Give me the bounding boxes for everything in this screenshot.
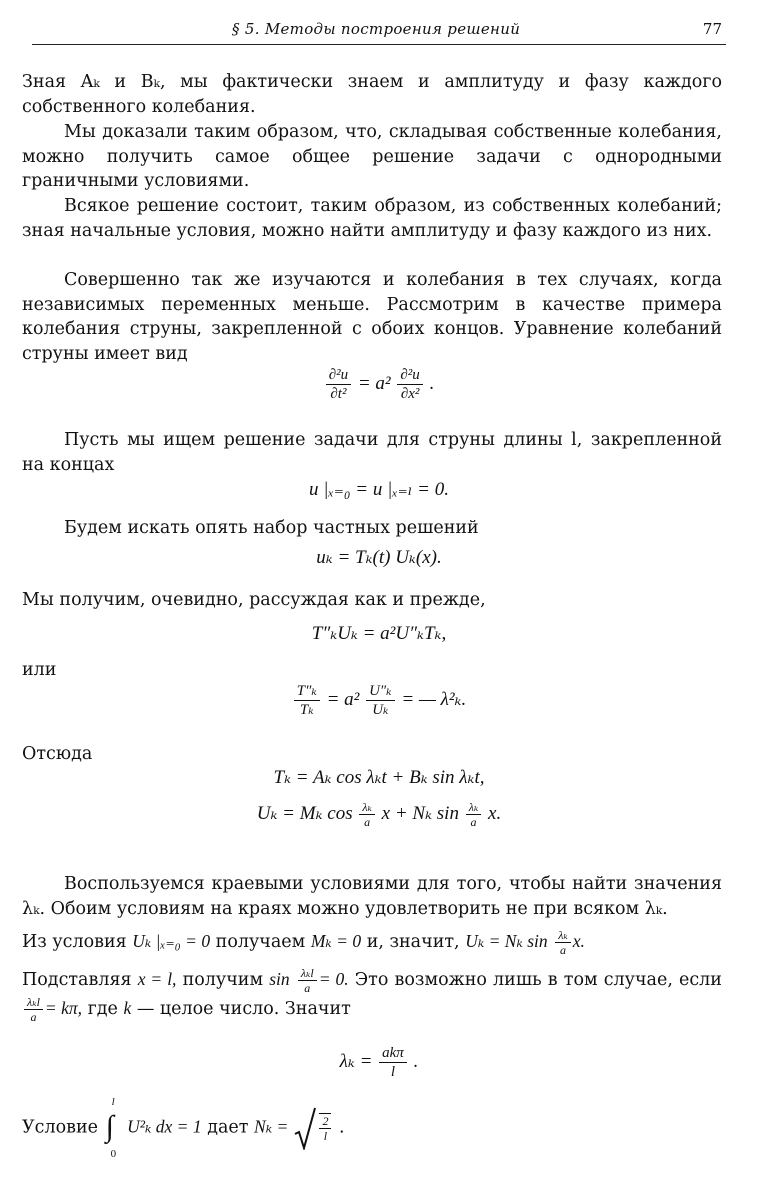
sqrt-symbol: $\frac{2}{l}$ [294, 1106, 334, 1150]
paragraph-8: или [22, 660, 57, 680]
running-header [32, 18, 724, 40]
paragraph-6: Будем искать опять набор частных решений [64, 518, 479, 538]
section-title: § 5. Методы построения решений [232, 20, 521, 38]
paragraph-3: Всякое решение состоит, таким образом, из собственных колебаний; зная начальные условия, можно найти амплитуду и фазу каждого из них. [22, 196, 722, 241]
equation-space: Uₖ = Mₖ cos $\frac{\text{λₖ}}{a}$ x + Nₖ sin $\frac{\text{λₖ}}{a}$ x. [256, 800, 502, 829]
paragraph-2: Мы доказали таким образом, что, складывая собственные колебания, можно получить самое общее решение задачи с однородными граничными условиями. [22, 122, 722, 191]
paragraph-10b-line2: Подставляя x = l, получим sin $\frac{\text{λₖl}}{a}$ = 0. Это возможно лишь в том случае, если $\frac{\text{λₖl}}{a}$ = kπ, где k — целое число. Значит [22, 966, 722, 1024]
header-rule [32, 44, 726, 45]
paragraph-10a: Воспользуемся краевыми условиями для того, чтобы найти значения λₖ. Обоим условиям на краях можно удовлетворить не при всяком λₖ. [22, 874, 722, 919]
paragraph-5: Пусть мы ищем решение задачи для струны длины l, закрепленной на концах [22, 430, 722, 475]
paragraph-10b-line1: Из условия Uₖ |ₓ₌₀ = 0 получаем Mₖ = 0 и, значит, Uₖ = Nₖ sin $\frac{\text{λₖ}}{a}$ x. [22, 928, 585, 957]
page-number: 77 [702, 20, 722, 38]
equation-eigenvalue: λₖ = $\frac{\text{akπ}}{l}$ . [339, 1045, 419, 1080]
paragraph-1: Зная Aₖ и Bₖ, мы фактически знаем и амплитуду и фазу каждого собственного колебания. [22, 72, 722, 117]
equation-wave: $\frac{\text{∂²u}}{\text{∂t²}}$ = a² $\frac{\text{∂²u}}{\text{∂x²}}$ . [0, 366, 758, 403]
paragraph-11: Условие l ∫ 0 U²ₖ dx = 1 дает Nₖ = $\frac{2}{l}$ . [22, 1096, 345, 1160]
equation-boundary: u |ₓ₌₀ = u |ₓ₌ₗ = 0. [309, 479, 449, 500]
paragraph-7: Мы получим, очевидно, рассуждая как и прежде, [22, 590, 486, 610]
equation-time: Tₖ = Aₖ cos λₖt + Bₖ sin λₖt, [273, 767, 485, 788]
equation-ratio: $\frac{\text{T″ₖ}}{\text{Tₖ}}$ = a² $\frac{\text{U″ₖ}}{\text{Uₖ}}$ = — λ²ₖ. [0, 682, 758, 719]
equation-separation: uₖ = Tₖ(t) Uₖ(x). [316, 547, 442, 568]
paragraph-4: Совершенно так же изучаются и колебания в тех случаях, когда независимых переменных меньше. Рассмотрим в качестве примера колебания струны, закрепленной с обоих концов. Уравнение колебаний струны имеет вид [22, 270, 722, 364]
integral-symbol: l ∫ 0 [105, 1096, 117, 1160]
paragraph-9: Отсюда [22, 744, 93, 764]
equation-product: T″ₖUₖ = a²U″ₖTₖ, [311, 623, 447, 644]
